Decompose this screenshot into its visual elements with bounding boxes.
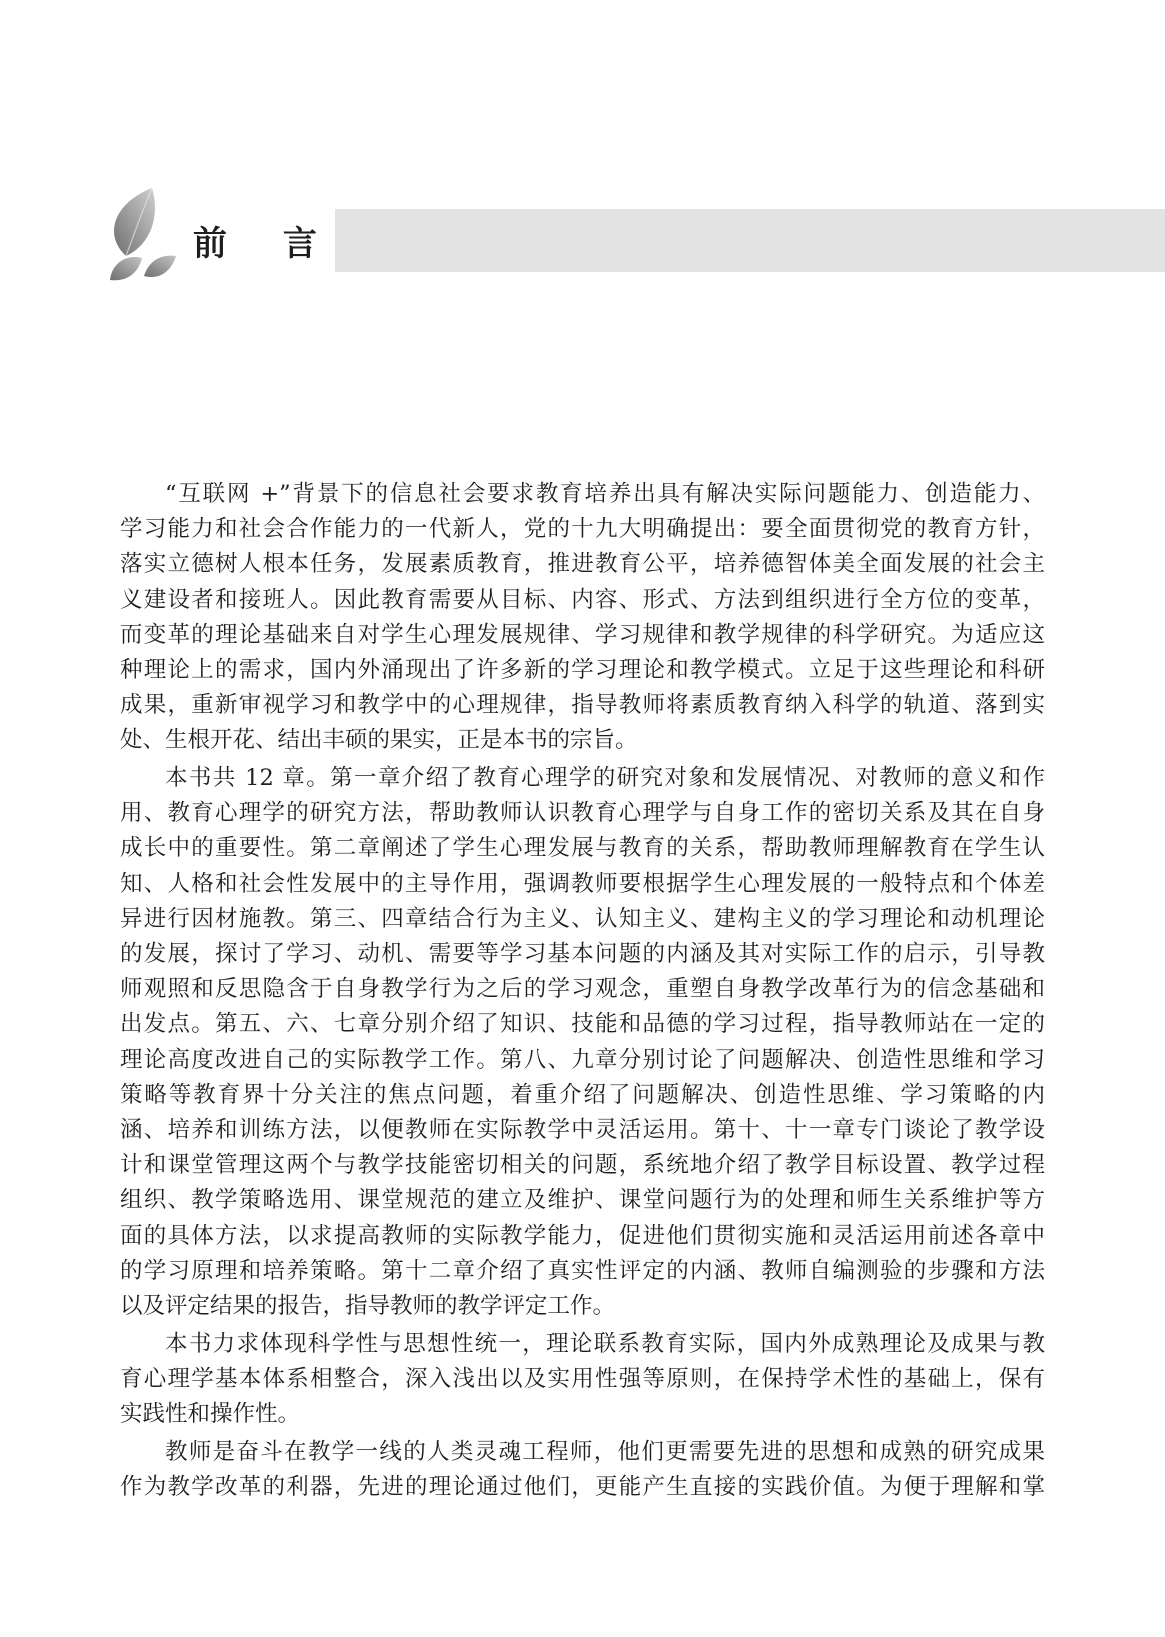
body-text — [120, 477, 1045, 1508]
text-line: 策略等教育界十分关注的焦点问题，着重介绍了问题解决、创造性思维、学习策略的内 — [120, 1081, 1045, 1108]
text-line: 用、教育心理学的研究方法，帮助教师认识教育心理学与自身工作的密切关系及其在自身 — [120, 800, 1045, 827]
text-line: 学习能力和社会合作能力的一代新人，党的十九大明确提出：要全面贯彻党的教育方针， — [120, 516, 1045, 543]
paragraph — [120, 1327, 1045, 1433]
text-line: 组织、教学策略选用、课堂规范的建立及维护、课堂问题行为的处理和师生关系维护等方 — [120, 1187, 1045, 1214]
paragraph — [120, 761, 1045, 1324]
text-line: “互联网 +”背景下的信息社会要求教育培养出具有解决实际问题能力、创造能力、 — [165, 481, 1045, 507]
text-line: 异进行因材施教。第三、四章结合行为主义、认知主义、建构主义的学习理论和动机理论 — [120, 905, 1045, 932]
text-line: 面的具体方法，以求提高教师的实际教学能力，促进他们贯彻实施和灵活运用前述各章中 — [120, 1222, 1045, 1249]
paragraph — [120, 477, 1045, 759]
text-line: 本书力求体现科学性与思想性统一，理论联系教育实际，国内外成熟理论及成果与教 — [165, 1330, 1045, 1357]
text-line: 落实立德树人根本任务，发展素质教育，推进教育公平，培养德智体美全面发展的社会主 — [120, 551, 1045, 578]
big-leaf-shape — [114, 188, 155, 256]
text-line: 理论高度改进自己的实际教学工作。第八、九章分别讨论了问题解决、创造性思维和学习 — [120, 1046, 1045, 1073]
text-line: 处、生根开花、结出丰硕的果实，正是本书的宗旨。 — [120, 727, 638, 754]
small-leaf-right — [144, 256, 176, 277]
text-line: 成果，重新审视学习和教学中的心理规律，指导教师将素质教育纳入科学的轨道、落到实 — [120, 692, 1045, 719]
text-line: 种理论上的需求，国内外涌现出了许多新的学习理论和教学模式。立足于这些理论和科研 — [120, 656, 1045, 683]
text-line: 的发展，探讨了学习、动机、需要等学习基本问题的内涵及其对实际工作的启示，引导教 — [120, 941, 1045, 968]
text-line: 育心理学基本体系相整合，深入浅出以及实用性强等原则，在保持学术性的基础上，保有 — [120, 1365, 1045, 1392]
text-line: 而变革的理论基础来自对学生心理发展规律、学习规律和教学规律的科学研究。为适应这 — [120, 621, 1045, 648]
title-bar — [335, 209, 1165, 272]
text-line: 知、人格和社会性发展中的主导作用，强调教师要根据学生心理发展的一般特点和个体差 — [120, 870, 1045, 897]
text-line: 出发点。第五、六、七章分别介绍了知识、技能和品德的学习过程，指导教师站在一定的 — [120, 1011, 1045, 1038]
text-line: 教师是奋斗在教学一线的人类灵魂工程师，他们更需要先进的思想和成熟的研究成果 — [165, 1438, 1045, 1465]
text-line: 作为教学改革的利器，先进的理论通过他们，更能产生直接的实践价值。为便于理解和掌 — [120, 1474, 1045, 1501]
text-line: 成长中的重要性。第二章阐述了学生心理发展与教育的关系，帮助教师理解教育在学生认 — [120, 835, 1045, 862]
small-leaf-left — [110, 257, 142, 280]
page-title: 前 言 — [193, 224, 339, 264]
text-line: 计和课堂管理这两个与教学技能密切相关的问题，系统地介绍了教学目标设置、教学过程 — [120, 1152, 1045, 1179]
text-line: 以及评定结果的报告，指导教师的教学评定工作。 — [120, 1292, 616, 1319]
leaf-icon — [104, 184, 182, 288]
paragraph — [120, 1435, 1045, 1505]
text-line: 的学习原理和培养策略。第十二章介绍了真实性评定的内涵、教师自编测验的步骤和方法 — [120, 1257, 1045, 1284]
text-line: 本书共 12 章。第一章介绍了教育心理学的研究对象和发展情况、对教师的意义和作 — [165, 765, 1045, 792]
text-line: 师观照和反思隐含于自身教学行为之后的学习观念，重塑自身教学改革行为的信念基础和 — [120, 976, 1045, 1003]
text-line: 义建设者和接班人。因此教育需要从目标、内容、形式、方法到组织进行全方位的变革， — [120, 586, 1045, 613]
text-line: 涵、培养和训练方法，以便教师在实际教学中灵活运用。第十、十一章专门谈论了教学设 — [120, 1116, 1045, 1143]
text-line: 实践性和操作性。 — [120, 1401, 301, 1428]
